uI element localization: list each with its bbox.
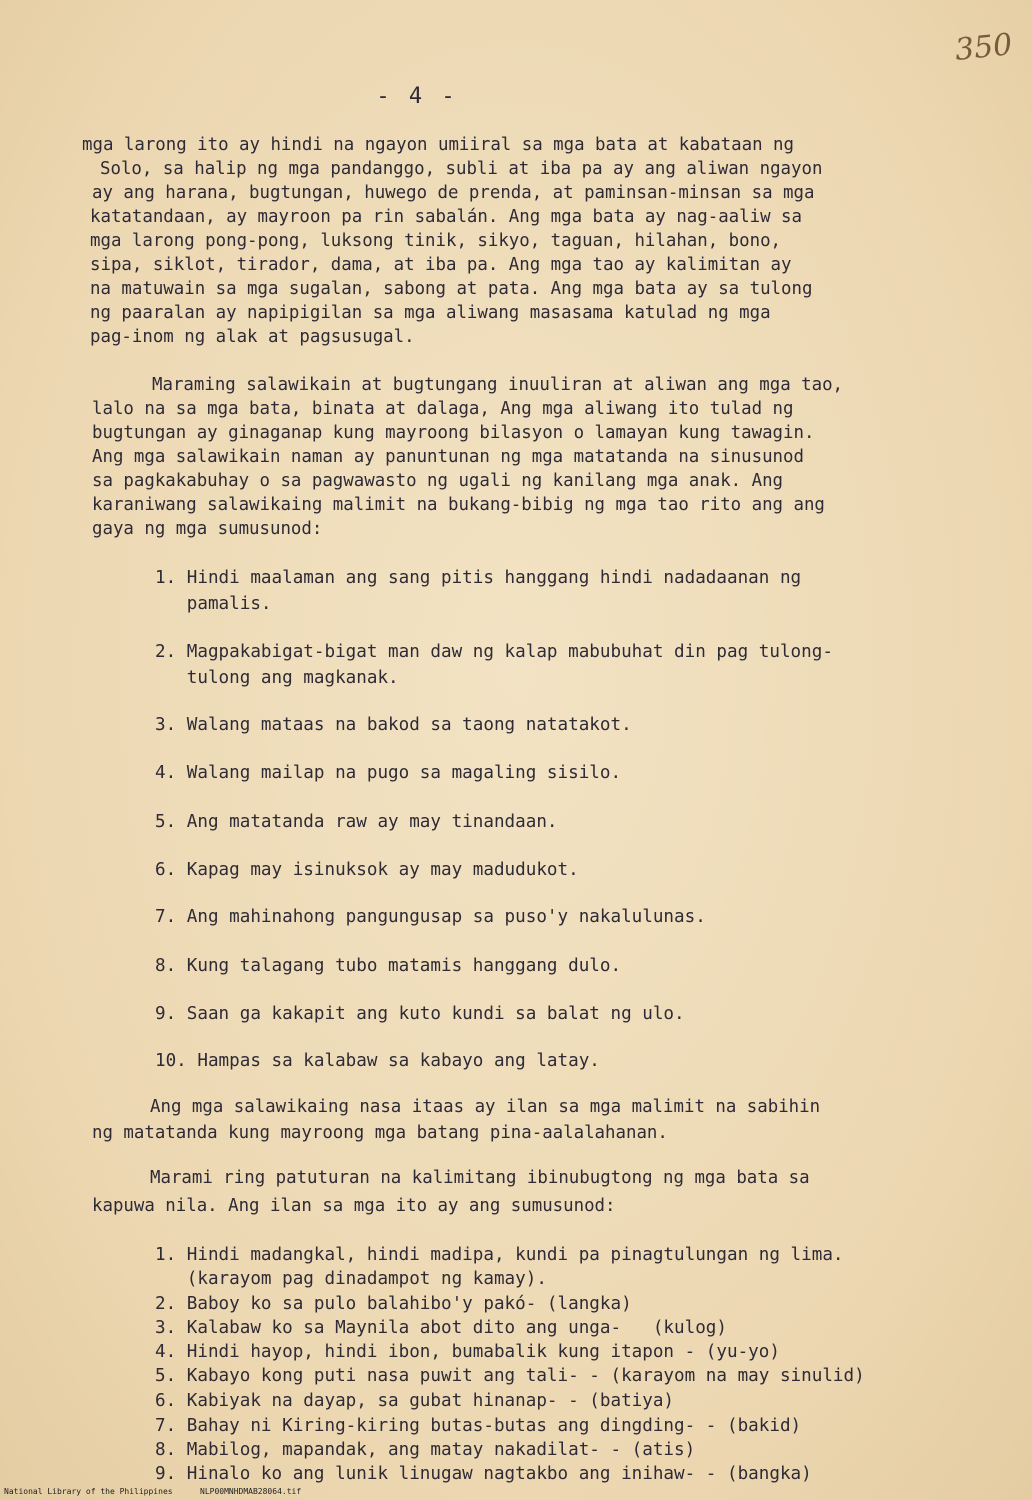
text-line: Maraming salawikain at bugtungang inuuliran at aliwan ang mga tao,: [152, 375, 844, 395]
riddle-item: 7. Bahay ni Kiring-kiring butas-butas ang dingding- - (bakid): [155, 1416, 802, 1436]
proverb-item: 2. Magpakabigat-bigat man daw ng kalap mabubuhat din pag tulong-: [155, 642, 833, 662]
text-line: pag-inom ng alak at pagsusugal.: [90, 327, 415, 347]
riddle-item: 8. Mabilog, mapandak, ang matay nakadilat- - (atis): [155, 1440, 696, 1460]
text-line: karaniwang salawikaing malimit na bukang-bibig ng mga tao rito ang ang: [92, 495, 825, 515]
proverb-item-continuation: pamalis.: [155, 594, 272, 614]
proverb-item: 9. Saan ga kakapit ang kuto kundi sa balat ng ulo.: [155, 1004, 685, 1024]
text-line: Ang mga salawikain naman ay panuntunan ng mga matatanda na sinusunod: [92, 447, 804, 467]
proverb-item: 4. Walang mailap na pugo sa magaling sisilo.: [155, 763, 622, 783]
proverb-item: 5. Ang matatanda raw ay may tinandaan.: [155, 812, 558, 832]
text-line: katatandaan, ay mayroon pa rin sabalán. Ang mga bata ay nag-aaliw sa: [90, 207, 802, 227]
text-line: ng paaralan ay napipigilan sa mga aliwang masasama katulad ng mga: [90, 303, 771, 323]
text-line: Ang mga salawikaing nasa itaas ay ilan sa mga malimit na sabihin: [150, 1097, 821, 1117]
riddle-item: 9. Hinalo ko ang lunik linugaw nagtakbo ang inihaw- - (bangka): [155, 1464, 812, 1484]
text-line: mga larong pong-pong, luksong tinik, sikyo, taguan, hilahan, bono,: [90, 231, 782, 251]
text-line: mga larong ito ay hindi na ngayon umiiral sa mga bata at kabataan ng: [82, 135, 794, 155]
proverb-item: 3. Walang mataas na bakod sa taong natatakot.: [155, 715, 632, 735]
text-line: lalo na sa mga bata, binata at dalaga, Ang mga aliwang ito tulad ng: [92, 399, 794, 419]
page-number: - 4 -: [376, 84, 458, 109]
riddle-item: 5. Kabayo kong puti nasa puwit ang tali- - (karayom na may sinulid): [155, 1366, 865, 1386]
proverb-item: 6. Kapag may isinuksok ay may madudukot.: [155, 860, 579, 880]
riddle-item: 3. Kalabaw ko sa Maynila abot dito ang unga- (kulog): [155, 1318, 727, 1338]
text-line: gaya ng mga sumusunod:: [92, 519, 323, 539]
riddle-item: 2. Baboy ko sa pulo balahibo'y pakó- (langka): [155, 1294, 632, 1314]
proverb-item: 1. Hindi maalaman ang sang pitis hanggang hindi nadadaanan ng: [155, 568, 802, 588]
riddle-item-continuation: (karayom pag dinadampot ng kamay).: [155, 1269, 547, 1289]
folio-number: 350: [953, 27, 1014, 68]
text-line: kapuwa nila. Ang ilan sa mga ito ay ang sumusunod:: [92, 1196, 616, 1216]
text-line: bugtungan ay ginaganap kung mayroong bilasyon o lamayan kung tawagin.: [92, 423, 815, 443]
text-line: sa pagkakabuhay o sa pagwawasto ng ugali ng kanilang mga anak. Ang: [92, 471, 784, 491]
proverb-item: 7. Ang mahinahong pangungusap sa puso'y nakalulunas.: [155, 907, 706, 927]
text-line: ay ang harana, bugtungan, huwego de prenda, at paminsan-minsan sa mga: [92, 183, 815, 203]
proverb-item: 8. Kung talagang tubo matamis hanggang dulo.: [155, 956, 622, 976]
text-line: Marami ring patuturan na kalimitang ibinubugtong ng mga bata sa: [150, 1168, 810, 1188]
proverb-item-continuation: tulong ang magkanak.: [155, 668, 399, 688]
text-line: na matuwain sa mga sugalan, sabong at pata. Ang mga bata ay sa tulong: [90, 279, 813, 299]
riddle-item: 1. Hindi madangkal, hindi madipa, kundi pa pinagtulungan ng lima.: [155, 1245, 844, 1265]
text-line: sipa, siklot, tirador, dama, at iba pa. Ang mga tao ay kalimitan ay: [90, 255, 792, 275]
riddle-item: 6. Kabiyak na dayap, sa gubat hinanap- - (batiya): [155, 1391, 675, 1411]
footer-library-credit: National Library of the Philippines: [4, 1487, 173, 1496]
proverb-item: 10. Hampas sa kalabaw sa kabayo ang latay.: [155, 1051, 600, 1071]
text-line: Solo, sa halip ng mga pandanggo, subli at iba pa ay ang aliwan ngayon: [100, 159, 823, 179]
riddle-item: 4. Hindi hayop, hindi ibon, bumabalik kung itapon - (yu-yo): [155, 1342, 780, 1362]
footer-filename: NLP00MNHDMAB28064.tif: [200, 1487, 302, 1496]
text-line: ng matatanda kung mayroong mga batang pina-aalalahanan.: [92, 1123, 668, 1143]
